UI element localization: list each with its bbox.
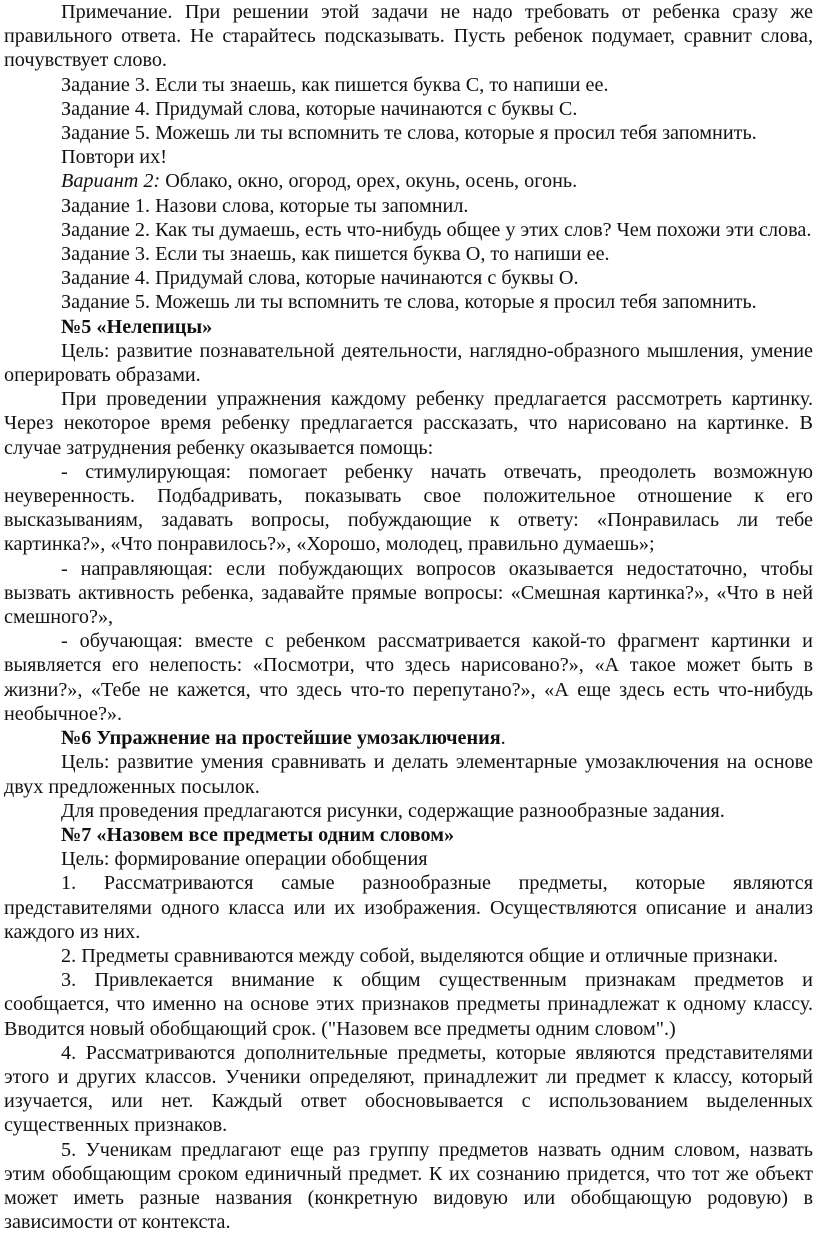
section-5-goal: Цель: развитие познавательной деятельности, наглядно-образного мышления, умение оперировать образами.	[4, 339, 813, 387]
task-4-c: Задание 4. Придумай слова, которые начинаются с буквы С.	[61, 97, 578, 120]
section-6-goal: Цель: развитие умения сравнивать и делать элементарные умозаключения на основе двух предложенных посылок.	[4, 751, 813, 798]
section-7-step-1: 1. Рассматриваются самые разнообразные предметы, которые являются представителями одного класса или их изображения. Осуществляются описание и анализ каждого из них.	[4, 872, 813, 943]
section-6-heading-tail: .	[500, 727, 506, 750]
section-5-procedure: При проведении упражнения каждому ребенку предлагается рассмотреть картинку. Через некоторое время ребенку предлагается рассказать, что нарисовано на картинке. В случае затруднения ребенку оказывается помощь:	[4, 388, 813, 459]
task-1-o: Задание 1. Назови слова, которые ты запомнил.	[61, 194, 469, 217]
task-2-o: Задание 2. Как ты думаешь, есть что-нибудь общее у этих слов? Чем похожи эти слова.	[61, 218, 812, 241]
section-5-heading-paragraph	[4, 315, 813, 339]
task-3-c: Задание 3. Если ты знаешь, как пишется буква С, то напиши ее.	[61, 73, 609, 96]
section-7-step-3: 3. Привлекается внимание к общим существенным признакам предметов и сообщается, что именно на основе этих признаков предметы принадлежат к одному классу. Вводится новый обобщающий срок. ("Назовем все предметы одним словом".)	[4, 969, 813, 1040]
section-7-heading: №7 «Назовем все предметы одним словом»	[61, 823, 455, 846]
variant-2-label: Вариант 2:	[61, 170, 161, 193]
section-5-heading: №5 «Нелепицы»	[61, 315, 213, 338]
section-7-step-2: 2. Предметы сравниваются между собой, выделяются общие и отличные признаки.	[61, 944, 779, 967]
section-6-heading: №6 Упражнение на простейшие умозаключения	[61, 727, 501, 750]
repeat-line: Повтори их!	[61, 146, 167, 169]
section-7-heading-paragraph	[4, 823, 813, 847]
section-6-procedure: Для проведения предлагаются рисунки, содержащие разнообразные задания.	[61, 799, 725, 822]
section-6-heading-paragraph	[4, 726, 813, 750]
task-5-o: Задание 5. Можешь ли ты вспомнить те слова, которые я просил тебя запомнить.	[61, 291, 757, 314]
section-7-goal: Цель: формирование операции обобщения	[61, 848, 428, 871]
section-5-stimulating: - стимулирующая: помогает ребенку начать отвечать, преодолеть возможную неуверенность. Подбадривать, показывать свое положительное отношение к его высказываниям, задавать вопросы, побуждающие к ответу: «Понравилась ли тебе картинка?», «Что понравилось?», «Хорошо, молодец, правильно думаешь»;	[4, 460, 813, 556]
variant-2-paragraph	[4, 169, 813, 193]
section-7-step-5: 5. Ученикам предлагают еще раз группу предметов назвать одним словом, назвать этим обобщающим сроком единичный предмет. К их сознанию придется, что тот же объект может иметь разные названия (конкретную видовую или обобщающую родовую) в зависимости от контекста.	[4, 1138, 813, 1234]
task-3-o: Задание 3. Если ты знаешь, как пишется буква О, то напиши ее.	[61, 243, 610, 266]
variant-2-words: Облако, окно, огород, орех, окунь, осень, огонь.	[160, 170, 578, 193]
note-paragraph: Примечание. При решении этой задачи не надо требовать от ребенка сразу же правильного ответа. Не старайтесь подсказывать. Пусть ребенок подумает, сравнит слова, почувствует слово.	[4, 1, 813, 72]
section-5-guiding: - направляющая: если побуждающих вопросов оказывается недостаточно, чтобы вызвать активность ребенка, задавайте прямые вопросы: «Смешная картинка?», «Что в ней смешного?»,	[4, 557, 813, 629]
section-7-step-4: 4. Рассматриваются дополнительные предметы, которые являются представителями этого и других классов. Ученики определяют, принадлежит ли предмет к классу, который изучается, или нет. Каждый ответ обосновывается с использованием выделенных существенных признаков.	[4, 1041, 813, 1137]
task-4-o: Задание 4. Придумай слова, которые начинаются с буквы О.	[61, 267, 579, 290]
section-5-teaching: - обучающая: вместе с ребенком рассматривается какой-то фрагмент картинки и выявляется его нелепость: «Посмотри, что здесь нарисовано?», «А такое может быть в жизни?», «Тебе не кажется, что здесь что-то перепутано?», «А еще здесь есть что-нибудь необычное?».	[4, 630, 813, 725]
task-5-c: Задание 5. Можешь ли ты вспомнить те слова, которые я просил тебя запомнить.	[61, 122, 757, 145]
